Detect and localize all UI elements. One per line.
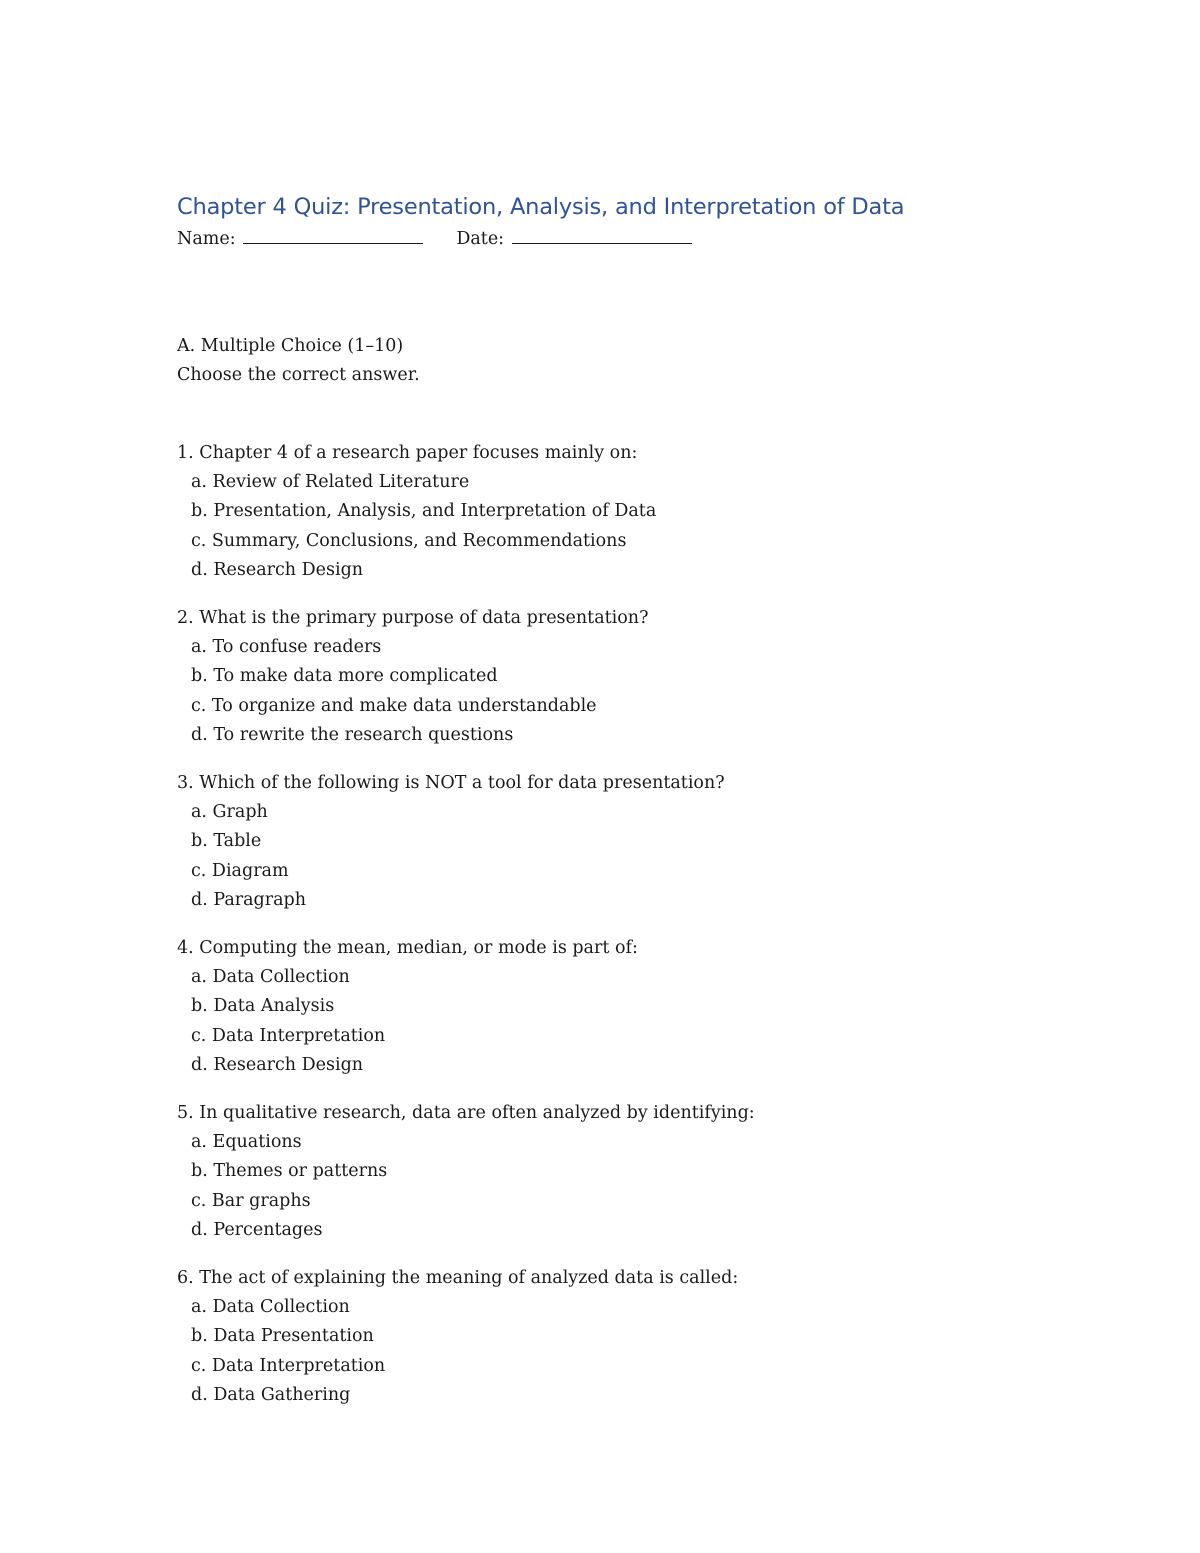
option-c: c. To organize and make data understandable [191, 695, 597, 716]
question-text: 3. Which of the following is NOT a tool for data presentation? [177, 773, 725, 794]
option-b: b. Data Analysis [191, 996, 335, 1017]
option-list [177, 963, 1077, 1080]
option-a: a. Graph [191, 802, 268, 823]
question-text: 1. Chapter 4 of a research paper focuses mainly on: [177, 443, 638, 463]
option-list [177, 1293, 1077, 1410]
option-c: c. Data Interpretation [191, 1355, 386, 1376]
question-3 [177, 769, 1077, 915]
option-a: a. Review of Related Literature [191, 472, 470, 493]
section-header [177, 332, 1077, 390]
option-b: b. To make data more complicated [191, 666, 498, 687]
option-list [177, 1128, 1077, 1245]
option-a: a. To confuse readers [191, 637, 382, 658]
option-a: a. Equations [191, 1132, 302, 1153]
option-c: c. Diagram [191, 860, 289, 881]
name-blank [243, 242, 423, 244]
option-c: c. Data Interpretation [191, 1025, 386, 1046]
option-a: a. Data Collection [191, 967, 350, 988]
question-1 [177, 439, 1077, 585]
option-list [177, 798, 1077, 915]
option-b: b. Themes or patterns [191, 1161, 388, 1182]
option-b: b. Table [191, 831, 262, 852]
option-d: d. Percentages [191, 1219, 323, 1240]
document-page [177, 190, 1077, 1429]
option-b: b. Presentation, Analysis, and Interpretation of Data [191, 501, 657, 522]
question-text: 6. The act of explaining the meaning of analyzed data is called: [177, 1268, 739, 1289]
question-5 [177, 1099, 1077, 1245]
option-a: a. Data Collection [191, 1297, 350, 1318]
question-text: 5. In qualitative research, data are often analyzed by identifying: [177, 1103, 755, 1124]
date-blank [512, 242, 692, 244]
name-date-line [177, 224, 1077, 254]
question-text: 2. What is the primary purpose of data presentation? [177, 608, 649, 629]
section-instruction: Choose the correct answer. [177, 365, 420, 385]
question-4 [177, 934, 1077, 1080]
option-d: d. Paragraph [191, 889, 307, 910]
option-d: d. Data Gathering [191, 1384, 351, 1405]
question-2 [177, 604, 1077, 750]
option-b: b. Data Presentation [191, 1326, 374, 1347]
section-heading: A. Multiple Choice (1–10) [177, 336, 404, 356]
option-c: c. Summary, Conclusions, and Recommendations [191, 530, 627, 551]
question-list [177, 439, 1077, 1410]
option-d: d. Research Design [191, 559, 364, 580]
option-d: d. Research Design [191, 1054, 364, 1075]
name-label: Name: [177, 229, 236, 249]
option-d: d. To rewrite the research questions [191, 724, 514, 745]
question-text: 4. Computing the mean, median, or mode is part of: [177, 938, 638, 959]
option-c: c. Bar graphs [191, 1190, 311, 1211]
document-title: Chapter 4 Quiz: Presentation, Analysis, and Interpretation of Data [177, 194, 905, 220]
question-6 [177, 1264, 1077, 1410]
option-list [177, 468, 1077, 585]
date-label: Date: [456, 229, 505, 249]
option-list [177, 633, 1077, 750]
